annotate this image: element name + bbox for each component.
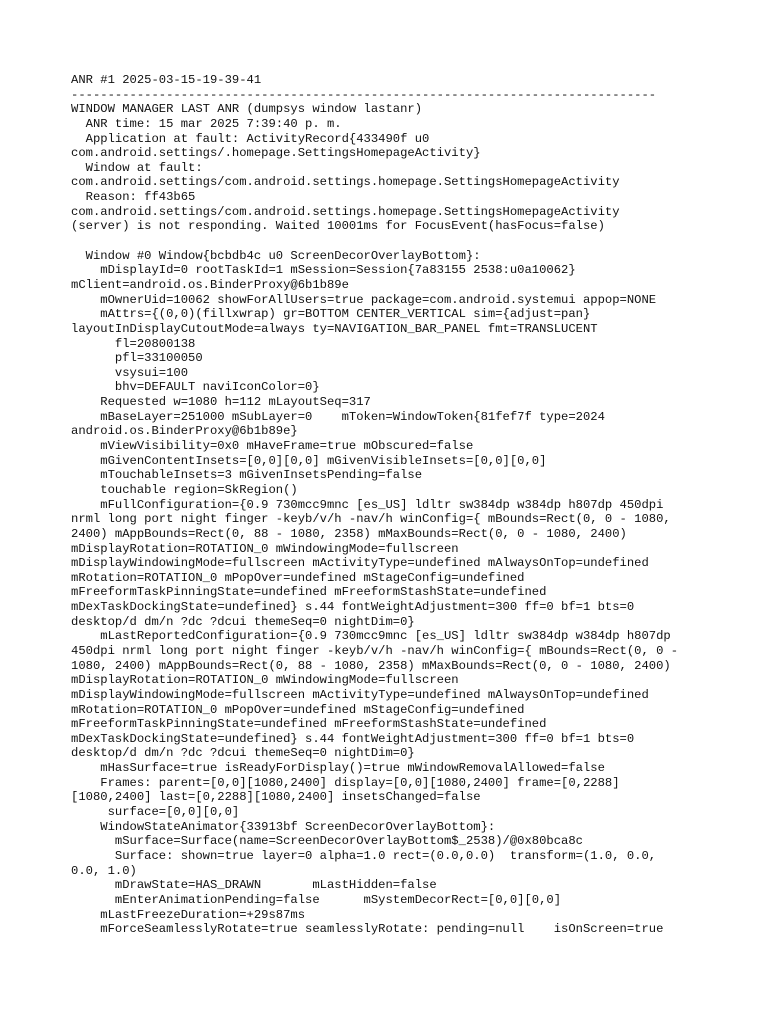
log-line: Window at fault: <box>71 160 203 175</box>
log-line: mSurface=Surface(name=ScreenDecorOverlayBottom$_2538)/@0x80bca8c <box>71 834 583 849</box>
log-line: mEnterAnimationPending=false mSystemDecorRect=[0,0][0,0] <box>71 892 562 907</box>
log-line: mDisplayRotation=ROTATION_0 mWindowingMode=fullscreen <box>71 673 459 688</box>
log-line: mHasSurface=true isReadyForDisplay()=true mWindowRemovalAllowed=false <box>71 761 605 776</box>
log-line: mDisplayWindowingMode=fullscreen mActivityType=undefined mAlwaysOnTop=undefined <box>71 687 649 702</box>
log-line: fl=20800138 <box>71 336 196 351</box>
log-line: mRotation=ROTATION_0 mPopOver=undefined mStageConfig=undefined <box>71 570 525 585</box>
log-line: android.os.BinderProxy@6b1b89e} <box>71 424 298 439</box>
log-line: mDisplayWindowingMode=fullscreen mActivityType=undefined mAlwaysOnTop=undefined <box>71 556 649 571</box>
log-line: mFreeformTaskPinningState=undefined mFreeformStashState=undefined <box>71 717 547 732</box>
log-line: (server) is not responding. Waited 10001ms for FocusEvent(hasFocus=false) <box>71 219 605 234</box>
log-line: mDisplayRotation=ROTATION_0 mWindowingMode=fullscreen <box>71 541 459 556</box>
log-line: Surface: shown=true layer=0 alpha=1.0 rect=(0.0,0.0) transform=(1.0, 0.0, <box>71 848 657 863</box>
anr-log-document <box>71 73 711 937</box>
log-line: bhv=DEFAULT naviIconColor=0} <box>71 380 320 395</box>
log-line: com.android.settings/com.android.settings.homepage.SettingsHomepageActivity <box>71 175 620 190</box>
log-line: Requested w=1080 h=112 mLayoutSeq=317 <box>71 395 371 410</box>
log-line-section-heading: WINDOW MANAGER LAST ANR (dumpsys window lastanr) <box>71 102 423 117</box>
log-line: [1080,2400] last=[0,2288][1080,2400] insetsChanged=false <box>71 790 481 805</box>
log-line: 450dpi nrml long port night finger -keyb/v/h -nav/h winConfig={ mBounds=Rect(0, 0 - <box>71 643 679 658</box>
log-line: layoutInDisplayCutoutMode=always ty=NAVIGATION_BAR_PANEL fmt=TRANSLUCENT <box>71 321 598 336</box>
log-line: 1080, 2400) mAppBounds=Rect(0, 88 - 1080, 2358) mMaxBounds=Rect(0, 0 - 1080, 2400) <box>71 658 671 673</box>
log-line: mLastFreezeDuration=+29s87ms <box>71 907 306 922</box>
log-line: mGivenContentInsets=[0,0][0,0] mGivenVisibleInsets=[0,0][0,0] <box>71 453 547 468</box>
log-line: mBaseLayer=251000 mSubLayer=0 mToken=WindowToken{81fef7f type=2024 <box>71 409 605 424</box>
log-line: mAttrs={(0,0)(fillxwrap) gr=BOTTOM CENTER_VERTICAL sim={adjust=pan} <box>71 307 591 322</box>
log-line: mRotation=ROTATION_0 mPopOver=undefined mStageConfig=undefined <box>71 702 525 717</box>
log-line: vsysui=100 <box>71 365 189 380</box>
log-line: mDexTaskDockingState=undefined} s.44 fontWeightAdjustment=300 ff=0 bf=1 bts=0 <box>71 731 635 746</box>
log-line: 2400) mAppBounds=Rect(0, 88 - 1080, 2358) mMaxBounds=Rect(0, 0 - 1080, 2400) <box>71 526 627 541</box>
log-line: Frames: parent=[0,0][1080,2400] display=[0,0][1080,2400] frame=[0,2288] <box>71 775 620 790</box>
log-line: mFullConfiguration={0.9 730mcc9mnc [es_US] ldltr sw384dp w384dp h807dp 450dpi <box>71 497 664 512</box>
log-line: Window #0 Window{bcbdb4c u0 ScreenDecorOverlayBottom}: <box>71 248 481 263</box>
log-line: mDisplayId=0 rootTaskId=1 mSession=Session{7a83155 2538:u0a10062} <box>71 263 576 278</box>
log-line: pfl=33100050 <box>71 351 203 366</box>
log-line: mViewVisibility=0x0 mHaveFrame=true mObscured=false <box>71 439 474 454</box>
log-line: mTouchableInsets=3 mGivenInsetsPending=false <box>71 468 423 483</box>
log-line: nrml long port night finger -keyb/v/h -nav/h winConfig={ mBounds=Rect(0, 0 - 1080, <box>71 512 671 527</box>
log-line: mFreeformTaskPinningState=undefined mFreeformStashState=undefined <box>71 585 547 600</box>
log-line: mOwnerUid=10062 showForAllUsers=true package=com.android.systemui appop=NONE <box>71 292 657 307</box>
log-line: desktop/d dm/n ?dc ?dcui themeSeq=0 nightDim=0} <box>71 746 415 761</box>
log-line: mDrawState=HAS_DRAWN mLastHidden=false <box>71 878 437 893</box>
log-line: ANR time: 15 mar 2025 7:39:40 p. m. <box>71 116 342 131</box>
log-line: 0.0, 1.0) <box>71 863 137 878</box>
log-line-title: ANR #1 2025-03-15-19-39-41 <box>71 73 262 87</box>
log-line: desktop/d dm/n ?dc ?dcui themeSeq=0 nightDim=0} <box>71 614 415 629</box>
log-line: mClient=android.os.BinderProxy@6b1b89e <box>71 277 349 292</box>
log-line: mForceSeamlesslyRotate=true seamlesslyRotate: pending=null isOnScreen=true <box>71 922 664 937</box>
log-line-blank <box>71 234 711 249</box>
log-line: mDexTaskDockingState=undefined} s.44 fontWeightAdjustment=300 ff=0 bf=1 bts=0 <box>71 600 635 615</box>
log-line: Reason: ff43b65 <box>71 190 196 205</box>
log-line: Application at fault: ActivityRecord{433490f u0 <box>71 131 430 146</box>
log-line-separator: -------------------------------------------------------------------------------- <box>71 87 657 102</box>
log-line: touchable region=SkRegion() <box>71 482 298 497</box>
log-line: com.android.settings/.homepage.SettingsHomepageActivity} <box>71 146 481 161</box>
log-line: com.android.settings/com.android.settings.homepage.SettingsHomepageActivity <box>71 204 620 219</box>
log-line: surface=[0,0][0,0] <box>71 805 240 820</box>
log-line: mLastReportedConfiguration={0.9 730mcc9mnc [es_US] ldltr sw384dp w384dp h807dp <box>71 629 671 644</box>
log-line: WindowStateAnimator{33913bf ScreenDecorOverlayBottom}: <box>71 819 496 834</box>
